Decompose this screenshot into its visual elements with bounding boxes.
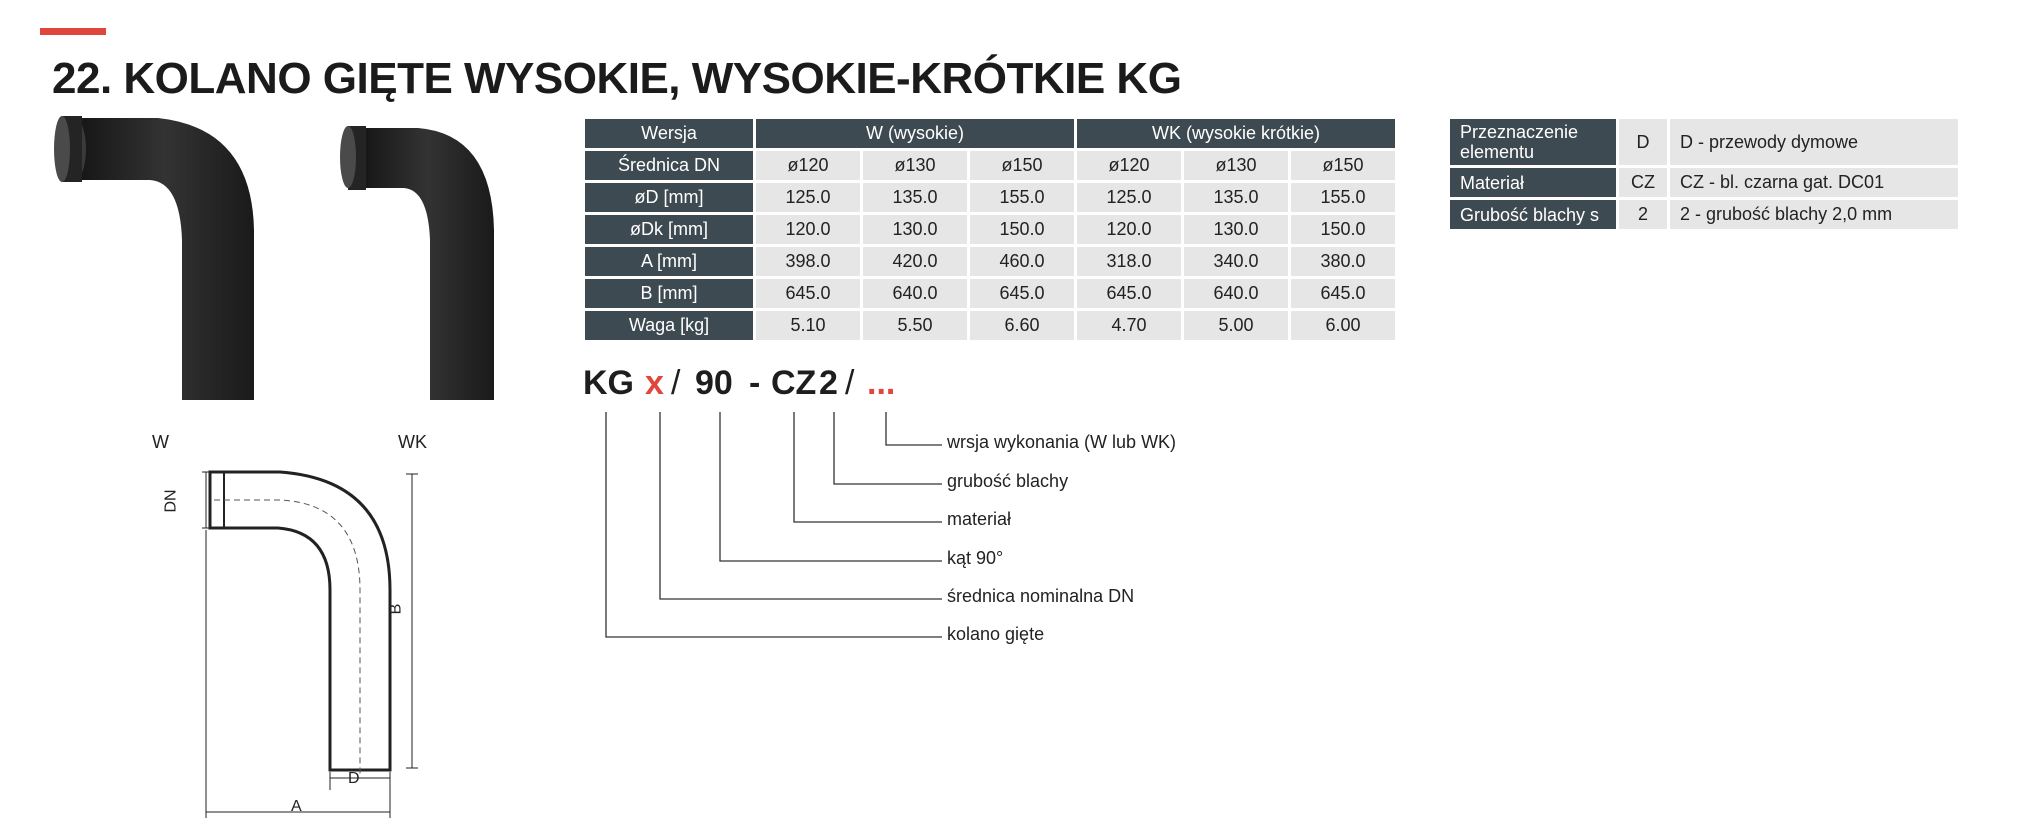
- table-cell: 460.0: [970, 247, 1074, 276]
- dim-label-a: A: [291, 798, 302, 815]
- table-cell: 125.0: [1077, 183, 1181, 212]
- table-cell: 398.0: [756, 247, 860, 276]
- header-cell-group-w: W (wysokie): [756, 119, 1074, 148]
- table-cell: 125.0: [756, 183, 860, 212]
- code-thickness: 2: [819, 364, 838, 402]
- table-cell: 130.0: [1184, 215, 1288, 244]
- dim-label-dn: DN: [162, 489, 180, 513]
- table-cell: 645.0: [756, 279, 860, 308]
- row-label: Waga [kg]: [585, 311, 753, 340]
- table-cell: ø120: [756, 151, 860, 180]
- row-label: øD [mm]: [585, 183, 753, 212]
- row-label: øDk [mm]: [585, 215, 753, 244]
- code-slash-1: /: [671, 364, 681, 402]
- table-cell: 420.0: [863, 247, 967, 276]
- table-cell: 645.0: [1077, 279, 1181, 308]
- table-cell-desc: D - przewody dymowe: [1670, 119, 1958, 165]
- table-cell: 150.0: [1291, 215, 1395, 244]
- table-cell-code: CZ: [1619, 168, 1667, 197]
- table-cell: 4.70: [1077, 311, 1181, 340]
- row-label: Przeznaczenie elementu: [1450, 119, 1616, 165]
- table-cell: 5.10: [756, 311, 860, 340]
- table-cell: 318.0: [1077, 247, 1181, 276]
- table-cell: ø130: [1184, 151, 1288, 180]
- dim-label-b: B: [387, 603, 405, 615]
- table-cell-desc: CZ - bl. czarna gat. DC01: [1670, 168, 1958, 197]
- table-cell-code: 2: [1619, 200, 1667, 229]
- code-angle: 90: [695, 364, 733, 402]
- table-cell: 5.50: [863, 311, 967, 340]
- table-cell: 6.60: [970, 311, 1074, 340]
- table-cell: 135.0: [1184, 183, 1288, 212]
- table-cell: 120.0: [756, 215, 860, 244]
- table-cell: 6.00: [1291, 311, 1395, 340]
- code-kg: KG: [583, 364, 634, 402]
- table-cell: 640.0: [1184, 279, 1288, 308]
- table-cell: 640.0: [863, 279, 967, 308]
- code-material: CZ: [771, 364, 817, 402]
- code-x: x: [645, 364, 664, 402]
- table-cell: 155.0: [970, 183, 1074, 212]
- legend-material: materiał: [947, 509, 1012, 529]
- row-label: Średnica DN: [585, 151, 753, 180]
- table-cell: ø150: [970, 151, 1074, 180]
- table-cell-code: D: [1619, 119, 1667, 165]
- table-cell: 150.0: [970, 215, 1074, 244]
- table-cell: 130.0: [863, 215, 967, 244]
- row-label: Materiał: [1450, 168, 1616, 197]
- table-cell: 340.0: [1184, 247, 1288, 276]
- row-label: A [mm]: [585, 247, 753, 276]
- code-slash-2: /: [845, 364, 855, 402]
- table-cell: ø150: [1291, 151, 1395, 180]
- table-cell: ø120: [1077, 151, 1181, 180]
- table-cell: ø130: [863, 151, 967, 180]
- table-cell: 380.0: [1291, 247, 1395, 276]
- row-label: B [mm]: [585, 279, 753, 308]
- code-version: ...: [867, 364, 896, 402]
- header-cell-group-wk: WK (wysokie krótkie): [1077, 119, 1395, 148]
- legend-version: wrsja wykonania (W lub WK): [947, 432, 1177, 452]
- caption-wk: WK: [398, 432, 427, 452]
- code-dash: -: [749, 364, 761, 402]
- page-title: 22. KOLANO GIĘTE WYSOKIE, WYSOKIE-KRÓTKIE KG: [52, 54, 1182, 103]
- table-cell: 5.00: [1184, 311, 1288, 340]
- table-cell: 120.0: [1077, 215, 1181, 244]
- legend-diameter: średnica nominalna DN: [947, 586, 1135, 606]
- table-cell: 155.0: [1291, 183, 1395, 212]
- dim-label-d: D: [348, 770, 360, 787]
- table-cell-desc: 2 - grubość blachy 2,0 mm: [1670, 200, 1958, 229]
- table-cell: 135.0: [863, 183, 967, 212]
- legend-thickness: grubość blachy: [947, 471, 1069, 491]
- caption-w: W: [152, 432, 169, 452]
- table-cell: 645.0: [970, 279, 1074, 308]
- legend-angle: kąt 90°: [947, 548, 1004, 568]
- table-cell: 645.0: [1291, 279, 1395, 308]
- legend-elbow: kolano gięte: [947, 624, 1045, 644]
- row-label: Grubość blachy s: [1450, 200, 1616, 229]
- header-cell-version: Wersja: [585, 119, 753, 148]
